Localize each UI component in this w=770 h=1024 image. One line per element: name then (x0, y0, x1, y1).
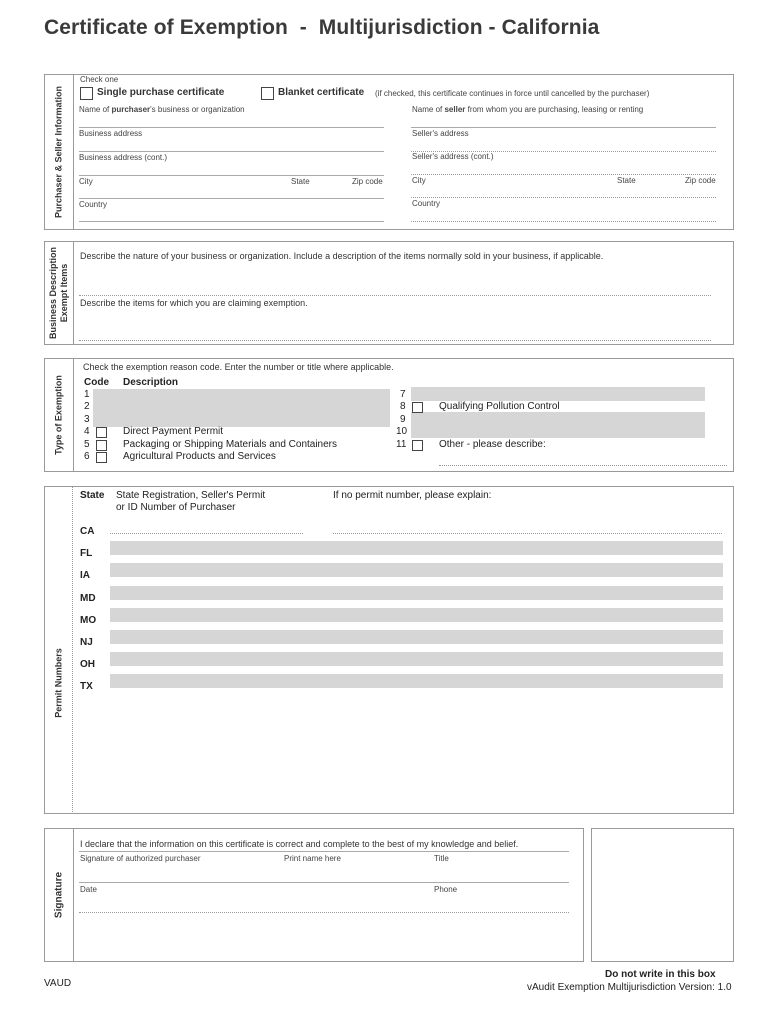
code-4: 4 (84, 426, 90, 437)
explain-header: If no permit number, please explain: (333, 490, 492, 501)
permit-numbers-section (44, 486, 734, 814)
state-ca: CA (80, 526, 95, 537)
exemption-instruction: Check the exemption reason code. Enter the number or title where applicable. (83, 362, 394, 372)
code-5-desc: Packaging or Shipping Materials and Containers (123, 439, 338, 450)
code-5: 5 (84, 439, 90, 450)
single-purchase-checkbox[interactable] (80, 87, 93, 100)
blanket-label: Blanket certificate (278, 87, 365, 98)
business-address-cont-label: Business address (cont.) (79, 153, 168, 162)
seller-name-field[interactable] (411, 127, 716, 128)
business-section-label: Business Description Exempt Items (48, 246, 69, 340)
purchaser-section-label: Purchaser & Seller Information (53, 85, 64, 219)
phone-label: Phone (434, 885, 458, 894)
nj-permit-field[interactable] (110, 630, 723, 644)
business-address-label: Business address (79, 129, 143, 138)
print-name-label: Print name here (284, 854, 341, 863)
seller-zip-label: Zip code (685, 176, 716, 185)
declaration-text: I declare that the information on this certificate is correct and complete to the best of my knowledge and belief. (80, 839, 519, 849)
footer-code: VAUD (44, 978, 72, 989)
purchaser-city-field[interactable] (79, 198, 384, 199)
version-label: vAudit Exemption Multijurisdiction Version: 1.0 (527, 982, 732, 993)
state-fl: FL (80, 548, 93, 559)
purchaser-name-label: Name of purchaser's business or organization (79, 105, 245, 114)
code-11-desc: Other - please describe: (439, 439, 546, 450)
state-md: MD (80, 593, 96, 604)
state-ia: IA (80, 570, 90, 581)
code-6-desc: Agricultural Products and Services (123, 451, 276, 462)
sellers-address-label: Seller's address (412, 129, 469, 138)
state-header: State (80, 490, 105, 501)
code-11-checkbox[interactable] (412, 440, 423, 451)
seller-state-label: State (617, 176, 636, 185)
title-label: Title (434, 854, 449, 863)
code-8-checkbox[interactable] (412, 402, 423, 413)
code-2: 2 (84, 401, 90, 412)
single-purchase-label: Single purchase certificate (97, 87, 225, 98)
code-10: 10 (396, 426, 408, 437)
exempt-items-field[interactable] (79, 340, 711, 341)
code-7-shaded (411, 387, 705, 401)
signature-section-label: Signature (53, 871, 65, 919)
date-phone-field[interactable] (79, 912, 569, 913)
blanket-checkbox[interactable] (261, 87, 274, 100)
date-label: Date (80, 885, 97, 894)
purchaser-city-label: City (79, 177, 93, 186)
oh-permit-field[interactable] (110, 652, 723, 666)
code-11: 11 (396, 439, 407, 450)
md-permit-field[interactable] (110, 586, 723, 600)
exemption-section-label: Type of Exemption (53, 375, 64, 455)
code-4-desc: Direct Payment Permit (123, 426, 224, 437)
ca-explain-field[interactable] (333, 533, 722, 534)
seller-city-field[interactable] (411, 197, 716, 198)
business-address-cont-field[interactable] (79, 175, 384, 176)
signature-label: Signature of authorized purchaser (80, 854, 201, 863)
sellers-address-cont-label: Seller's address (cont.) (412, 152, 494, 161)
permit-section-label: Permit Numbers (53, 647, 64, 718)
state-oh: OH (80, 659, 95, 670)
seller-country-label: Country (412, 199, 441, 208)
registration-header: State Registration, Seller's Permit or ID Number of Purchaser (116, 490, 266, 513)
code-5-checkbox[interactable] (96, 440, 107, 451)
office-use-box (591, 828, 734, 962)
other-describe-field[interactable] (439, 465, 727, 466)
blanket-note: (if checked, this certificate continues in force until cancelled by the purchaser) (375, 89, 650, 98)
tx-permit-field[interactable] (110, 674, 723, 688)
exempt-items-prompt: Describe the items for which you are claiming exemption. (80, 298, 308, 308)
page-title: Certificate of Exemption - Multijurisdiction - California (44, 16, 600, 39)
check-one-label: Check one (80, 75, 119, 84)
signature-field[interactable] (79, 882, 569, 883)
purchaser-zip-label: Zip code (352, 177, 383, 186)
state-mo: MO (80, 615, 97, 626)
do-not-write-label: Do not write in this box (605, 969, 716, 980)
description-header: Description (123, 377, 179, 388)
fl-permit-field[interactable] (110, 541, 723, 555)
code-1-3-shaded (93, 389, 390, 427)
purchaser-country-label: Country (79, 200, 108, 209)
code-4-checkbox[interactable] (96, 427, 107, 438)
code-6: 6 (84, 451, 90, 462)
business-nature-field[interactable] (79, 295, 711, 296)
mo-permit-field[interactable] (110, 608, 723, 622)
code-6-checkbox[interactable] (96, 452, 107, 463)
business-nature-prompt: Describe the nature of your business or organization. Include a description of the items normally sold in your business, if applicable. (80, 251, 604, 261)
purchaser-state-label: State (291, 177, 310, 186)
state-nj: NJ (80, 637, 93, 648)
code-header: Code (84, 377, 109, 388)
seller-city-label: City (412, 176, 426, 185)
sellers-address-cont-field[interactable] (411, 174, 716, 175)
code-7: 7 (400, 389, 406, 400)
code-3: 3 (84, 414, 90, 425)
ca-permit-field[interactable] (110, 533, 303, 534)
state-tx: TX (80, 681, 93, 692)
code-9: 9 (400, 414, 406, 425)
code-9-10-shaded (411, 412, 705, 438)
code-1: 1 (84, 389, 90, 400)
seller-country-field[interactable] (411, 221, 716, 222)
code-8-desc: Qualifying Pollution Control (439, 401, 560, 412)
purchaser-name-field[interactable] (79, 127, 384, 128)
seller-name-label: Name of seller from whom you are purchasing, leasing or renting (412, 105, 644, 114)
purchaser-country-field[interactable] (79, 221, 384, 222)
ia-permit-field[interactable] (110, 563, 723, 577)
code-8: 8 (400, 401, 406, 412)
business-address-field[interactable] (79, 151, 384, 152)
